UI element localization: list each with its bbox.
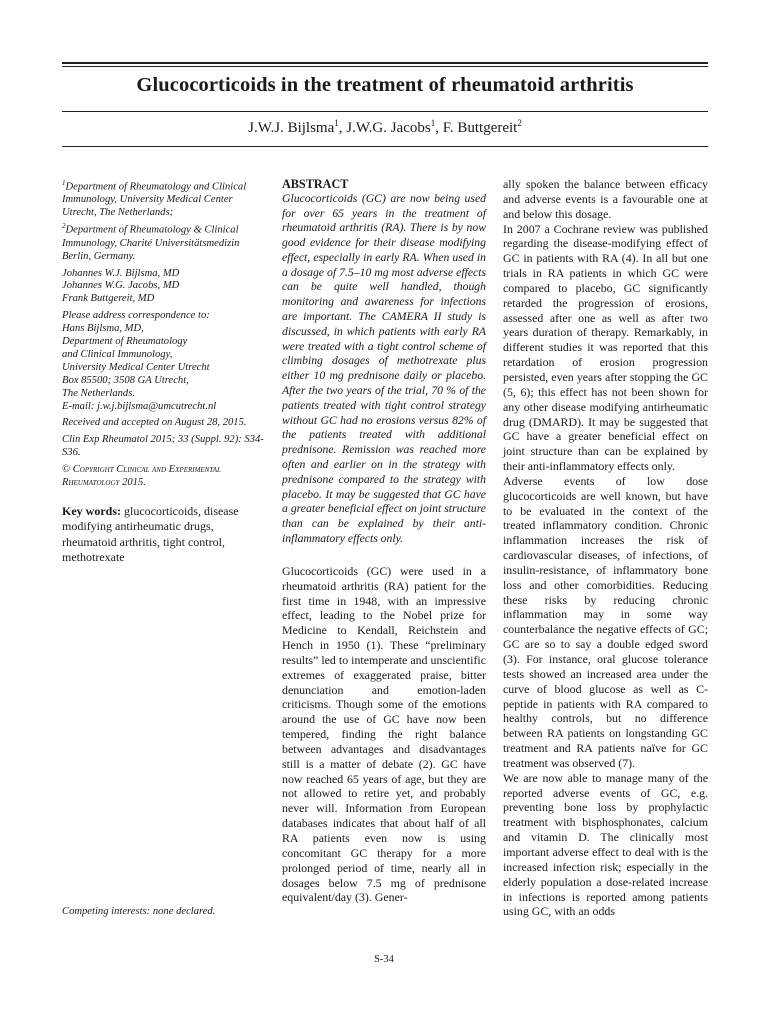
author-1: J.W.J. Bijlsma (248, 120, 335, 136)
title-rule (62, 66, 708, 67)
abstract-column (282, 177, 486, 905)
body-paragraph: Glucocorticoids (GC) were used in a rheumatoid arthritis (RA) patient for the first time in 1948, with an impressive effect, leading to the Nobel prize for Medicine to Kendall, Reichstein and Hench in 1950 (1). These “preliminary results” led to intemperate and unscientific extremes of exaggerated praise, bitter denunciation and emotion-laden criticisms. Though some of the emotions around the use of GC have now been tempered, finding the right balance between advantages and disadvantages still is a matter of debate (2). GC have now reached 65 years of age, but they are not allowed to retire yet, and probably never will. Information from European databases indicates that about half of all RA patients even now is using concomitant GC therapy for a more prolonged period of time, nearly all in dosages below 7.5 mg of prednisone equivalent/day (3). Gener- (282, 563, 486, 905)
received-date: Received and accepted on August 28, 2015. (62, 417, 247, 429)
page-number: S-34 (374, 954, 394, 965)
metadata-column (62, 177, 266, 565)
body-paragraph: In 2007 a Cochrane review was published regarding the disease-modifying effect of GC in patients with RA (4). In all but one trials in RA patients in which GC were compared to placebo, GC significantly retarded the progression of erosions, assessed after one as well as after two years duration of therapy. Remarkably, in different studies it was reported that this retardation of erosion progression persisted, even years after stopping the GC (5, 6); this effect has not been shown for any other disease modifying antirheumatic drug (DMARD). It may be suggested that GC have a greater beneficial effect on joint structure than can be explained by their anti-inflammatory effects only. (503, 221, 708, 474)
keywords: Key words: glucocorticoids, disease modifying antirheumatic drugs, rheumatoid arthritis, tight control, methotrexate (62, 504, 239, 564)
authors-bottom-rule (62, 146, 708, 147)
body-paragraph: Adverse events of low dose glucocorticoids are well known, but have to be evaluated in the context of the treated inflammatory condition. Chronic inflammation increases the risk of cardiovascular diseases, of infections, of insulin-resistance, of inflammatory bone loss and other comorbidities. Reducing these risks by reducing chronic inflammation may in some way counterbalance the negative effects of GC; GC are so to say a double edged sword (3). For instance, oral glucose tolerance tests showed an increased area under the curve of blood glucose as well as C-peptide in patients with RA compared to healthy controls, but no difference between RA patients on longstanding GC treatment and RA patients naïve for GC treatment was observed (7). (503, 473, 708, 770)
copyright: © Copyright Clinical and Experimental Rheumatology 2015. (62, 464, 221, 489)
title-bottom-rule (62, 111, 708, 112)
author-line: J.W.J. Bijlsma$^1$, J.W.G. Jacobs$^1$, F. Buttgereit$^2$ (248, 118, 522, 136)
author-list: Johannes W.J. Bijlsma, MD Johannes W.G. Jacobs, MD Frank Buttgereit, MD (62, 267, 180, 305)
competing-interests: Competing interests: none declared. (62, 906, 216, 917)
abstract-text: Glucocorticoids (GC) are now being used for over 65 years in the treatment of rheumatoid arthritis (RA). There is by now good evidence for their disease modifying effect, especially in early RA. When used in a dosage of 7.5–10 mg most adverse effects can be quite well handled, though monitoring and awareness for infections are important. The CAMERA II study is discussed, in which patients with early RA were treated with a tight control scheme of climbing dosages of methotrexate plus either 10 mg prednisone daily or placebo. After the two years of the trial, 70 % of the patients treated with tight control strategy without GC had no erosions versus 82% of the patients treated with additional prednisone. Remission was reached more often and earlier on in the strategy with prednisone compared to the strategy with placebo. It may be suggested that GC have a greater beneficial effect on joint structure than can be explained by their anti-inflammatory effects only. (282, 191, 486, 546)
body-column (503, 177, 708, 919)
author-3: F. Buttgereit (442, 120, 518, 136)
correspondence: Please address correspondence to: Hans Bijlsma, MD, Department of Rheumatology and Clinical Immunology, University Medical Center Utrecht Box 85500; 3508 GA Utrecht, The Netherlands. E-mail: j.w.j.bijlsma@umcutrecht.nl (62, 310, 217, 412)
author-2: J.W.G. Jacobs (346, 120, 431, 136)
body-paragraph: We are now able to manage many of the reported adverse events of GC, e.g. preventing bone loss by prophylactic treatment with bisphosphonates, calcium and vitamin D. The clinically most important adverse effect to deal with is the increased infection risk; especially in the elderly population a dose-related increase in infections is reported among patients using GC, with an odds (503, 770, 708, 919)
abstract-heading: ABSTRACT (282, 177, 349, 191)
affiliation-1: $^1$Department of Rheumatology and Clinical Immunology, University Medical Center Utrecht, The Netherlands; $^2$Department of Rheumatology & Clinical Immunology, Charité Universitätsmedizin Berlin, Germany. (62, 179, 247, 262)
body-paragraph: ally spoken the balance between efficacy and adverse events is a favourable one at and below this dosage. (503, 177, 708, 221)
top-rule (62, 62, 708, 64)
email-link[interactable]: E-mail: j.w.j.bijlsma@umcutrecht.nl (62, 400, 217, 412)
article-title: Glucocorticoids in the treatment of rheumatoid arthritis (136, 74, 634, 96)
citation: Clin Exp Rheumatol 2015; 33 (Suppl. 92): S34-S36. (62, 434, 264, 459)
